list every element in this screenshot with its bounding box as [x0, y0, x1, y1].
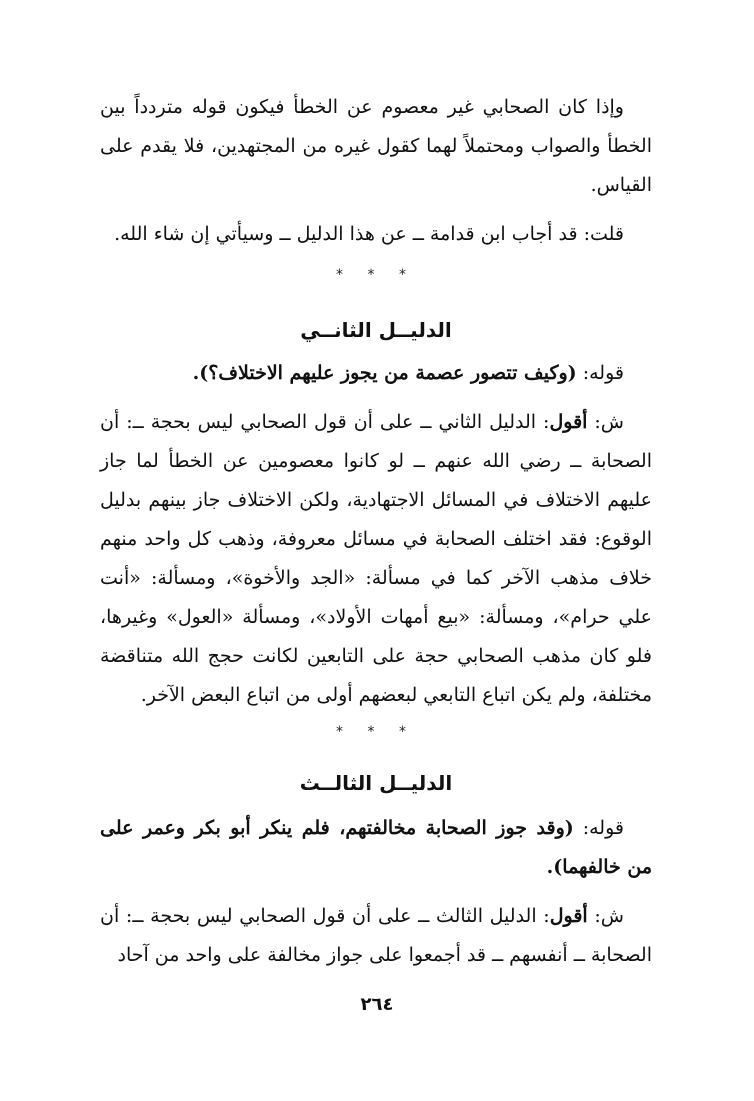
answer-2-text: : الدليل الثاني ــ على أن قول الصحابي ليس بحجة ــ: أن الصحابة ــ رضي الله عنهم ــ لو كانوا معصومين عن الخطأ لما جاز عليهم الاختلاف في المسائل الاجتهادية، ولكن الاختلاف جاز بينهم بدليل الوقوع: فقد اختلف الصحابة في مسائل معروفة، وذهب كل واحد منهم خلاف مذهب الآخر كما في مسألة: «الجد والأخوة»، ومسألة: «أنت علي حرام»، ومسألة: «بيع أمهات الأولاد»، ومسألة «العول» وغيرها، فلو كان مذهب الصحابي حجة على التابعين لكانت حجج الله متناقضة مختلفة، ولم يكن اتباع التابعي لبعضهم أولى من اتباع البعض الآخر. [100, 411, 652, 706]
answer-2-prefix: ش: [587, 411, 624, 433]
section-separator-2: * * * [336, 724, 416, 740]
paragraph-1: وإذا كان الصحابي غير معصوم عن الخطأ فيكون قوله متردداً بين الخطأ والصواب ومحتملاً لهما كقول غيره من المجتهدين، فلا يقدم على القياس. [100, 96, 652, 196]
answer-3 [100, 897, 652, 975]
answer-2 [100, 403, 652, 715]
section-heading-2: الدليــل الثانــي [300, 318, 452, 342]
quote-2 [100, 354, 652, 393]
answer-3-prefix: ش: [587, 905, 624, 927]
paragraph-2: قلت: قد أجاب ابن قدامة ــ عن هذا الدليل ــ وسيأتي إن شاء الله. [114, 223, 624, 245]
section-separator-1: * * * [336, 267, 416, 283]
quote-2-text: (وكيف تتصور عصمة من يجوز عليهم الاختلاف؟). [192, 362, 577, 384]
quote-3 [100, 809, 652, 887]
quote-3-text: (وقد جوز الصحابة مخالفتهم، فلم ينكر أبو بكر وعمر على من خالفهما). [100, 817, 652, 878]
quote-3-prefix: قوله: [573, 817, 624, 839]
quote-2-prefix: قوله: [576, 362, 624, 384]
answer-3-lead: أقول [549, 905, 588, 927]
section-heading-3: الدليــل الثالــث [299, 771, 453, 795]
answer-3-text: : الدليل الثالث ــ على أن قول الصحابي ليس بحجة ــ: أن الصحابة ــ أنفسهم ــ قد أجمعوا على جواز مخالفة على واحد من آحاد [100, 905, 652, 966]
answer-2-lead: أقول [549, 411, 588, 433]
page-number: ٢٦٤ [360, 994, 394, 1015]
